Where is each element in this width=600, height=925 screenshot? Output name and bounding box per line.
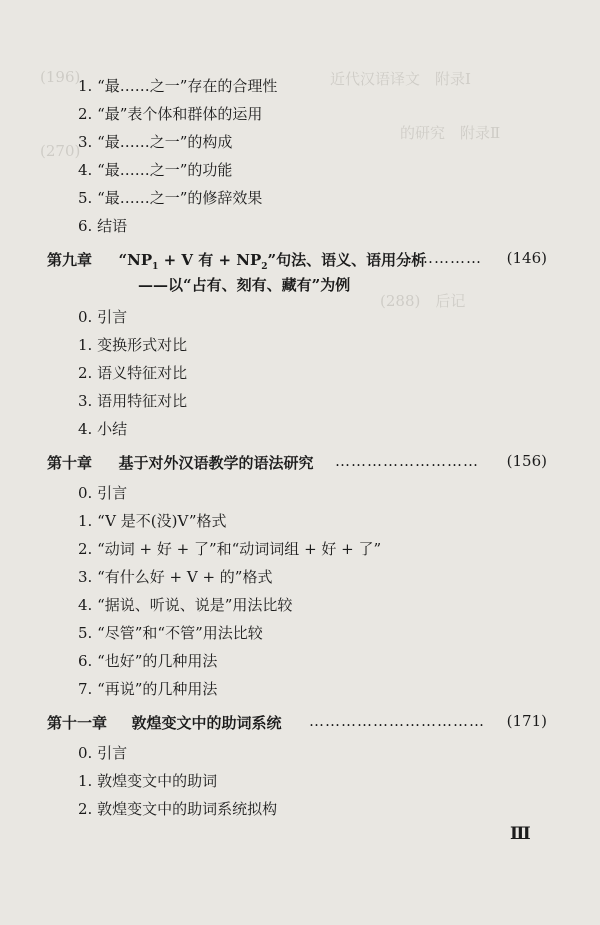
leader-dots: ……………………… <box>335 452 479 470</box>
toc-item: 3. 语用特征对比 <box>78 392 188 410</box>
page-number: (156) <box>506 452 547 470</box>
chapter-title-part: + V 有 + NP <box>158 251 262 269</box>
toc-item: 2. “最”表个体和群体的运用 <box>78 105 263 123</box>
toc-item: 1. “最……之一”存在的合理性 <box>78 77 278 95</box>
leader-dots: …………………………… <box>309 712 485 730</box>
show-through-text: 的研究 附录Ⅱ <box>400 124 501 142</box>
chapter-label: 第十一章 <box>47 714 108 732</box>
toc-item: 4. “据说、听说、说是”用法比较 <box>78 596 293 614</box>
toc-item: 4. 小结 <box>78 420 128 438</box>
toc-item: 6. “也好”的几种用法 <box>78 652 218 670</box>
toc-item: 2. 敦煌变文中的助词系统拟构 <box>78 800 278 818</box>
toc-item: 1. “V 是不(没)V”格式 <box>78 512 227 530</box>
toc-item: 5. “最……之一”的修辞效果 <box>78 189 263 207</box>
subscript: 1 <box>152 262 159 272</box>
toc-item: 0. 引言 <box>78 484 128 502</box>
chapter-10-title <box>47 452 314 473</box>
toc-item: 7. “再说”的几种用法 <box>78 680 218 698</box>
chapter-label: 第九章 <box>47 251 93 269</box>
toc-item: 1. 变换形式对比 <box>78 336 188 354</box>
chapter-title-text: 基于对外汉语教学的语法研究 <box>118 454 314 472</box>
show-through-text: (288) 后记 <box>380 292 466 310</box>
toc-item: 2. “动词 + 好 + 了”和“动词词组 + 好 + 了” <box>78 540 382 558</box>
page-folio: Ⅲ <box>510 824 530 844</box>
chapter-title-part: “NP <box>118 251 153 269</box>
chapter-9-subtitle: ——以“占有、刻有、藏有”为例 <box>138 276 351 294</box>
leader-dots: …………… <box>402 249 482 267</box>
toc-item: 6. 结语 <box>78 217 128 235</box>
chapter-label: 第十章 <box>47 454 93 472</box>
toc-item: 3. “最……之一”的构成 <box>78 133 233 151</box>
show-through-text: 近代汉语译文 附录Ⅰ <box>330 70 471 88</box>
toc-item: 4. “最……之一”的功能 <box>78 161 233 179</box>
toc-item: 0. 引言 <box>78 308 128 326</box>
chapter-11-title <box>47 712 282 733</box>
page-number: (171) <box>506 712 547 730</box>
show-through-text: (196) <box>40 68 81 86</box>
toc-item: 1. 敦煌变文中的助词 <box>78 772 218 790</box>
chapter-9-title <box>47 249 426 272</box>
chapter-title-part: ”句法、语义、语用分析 <box>267 251 427 269</box>
page-number: (146) <box>506 249 547 267</box>
show-through-text: (270) <box>40 142 81 160</box>
subscript: 2 <box>261 262 268 272</box>
toc-item: 2. 语义特征对比 <box>78 364 188 382</box>
toc-item: 3. “有什么好 + V + 的”格式 <box>78 568 273 586</box>
toc-item: 5. “尽管”和“不管”用法比较 <box>78 624 263 642</box>
toc-item: 0. 引言 <box>78 744 128 762</box>
chapter-title-text: 敦煌变文中的助词系统 <box>131 714 282 732</box>
